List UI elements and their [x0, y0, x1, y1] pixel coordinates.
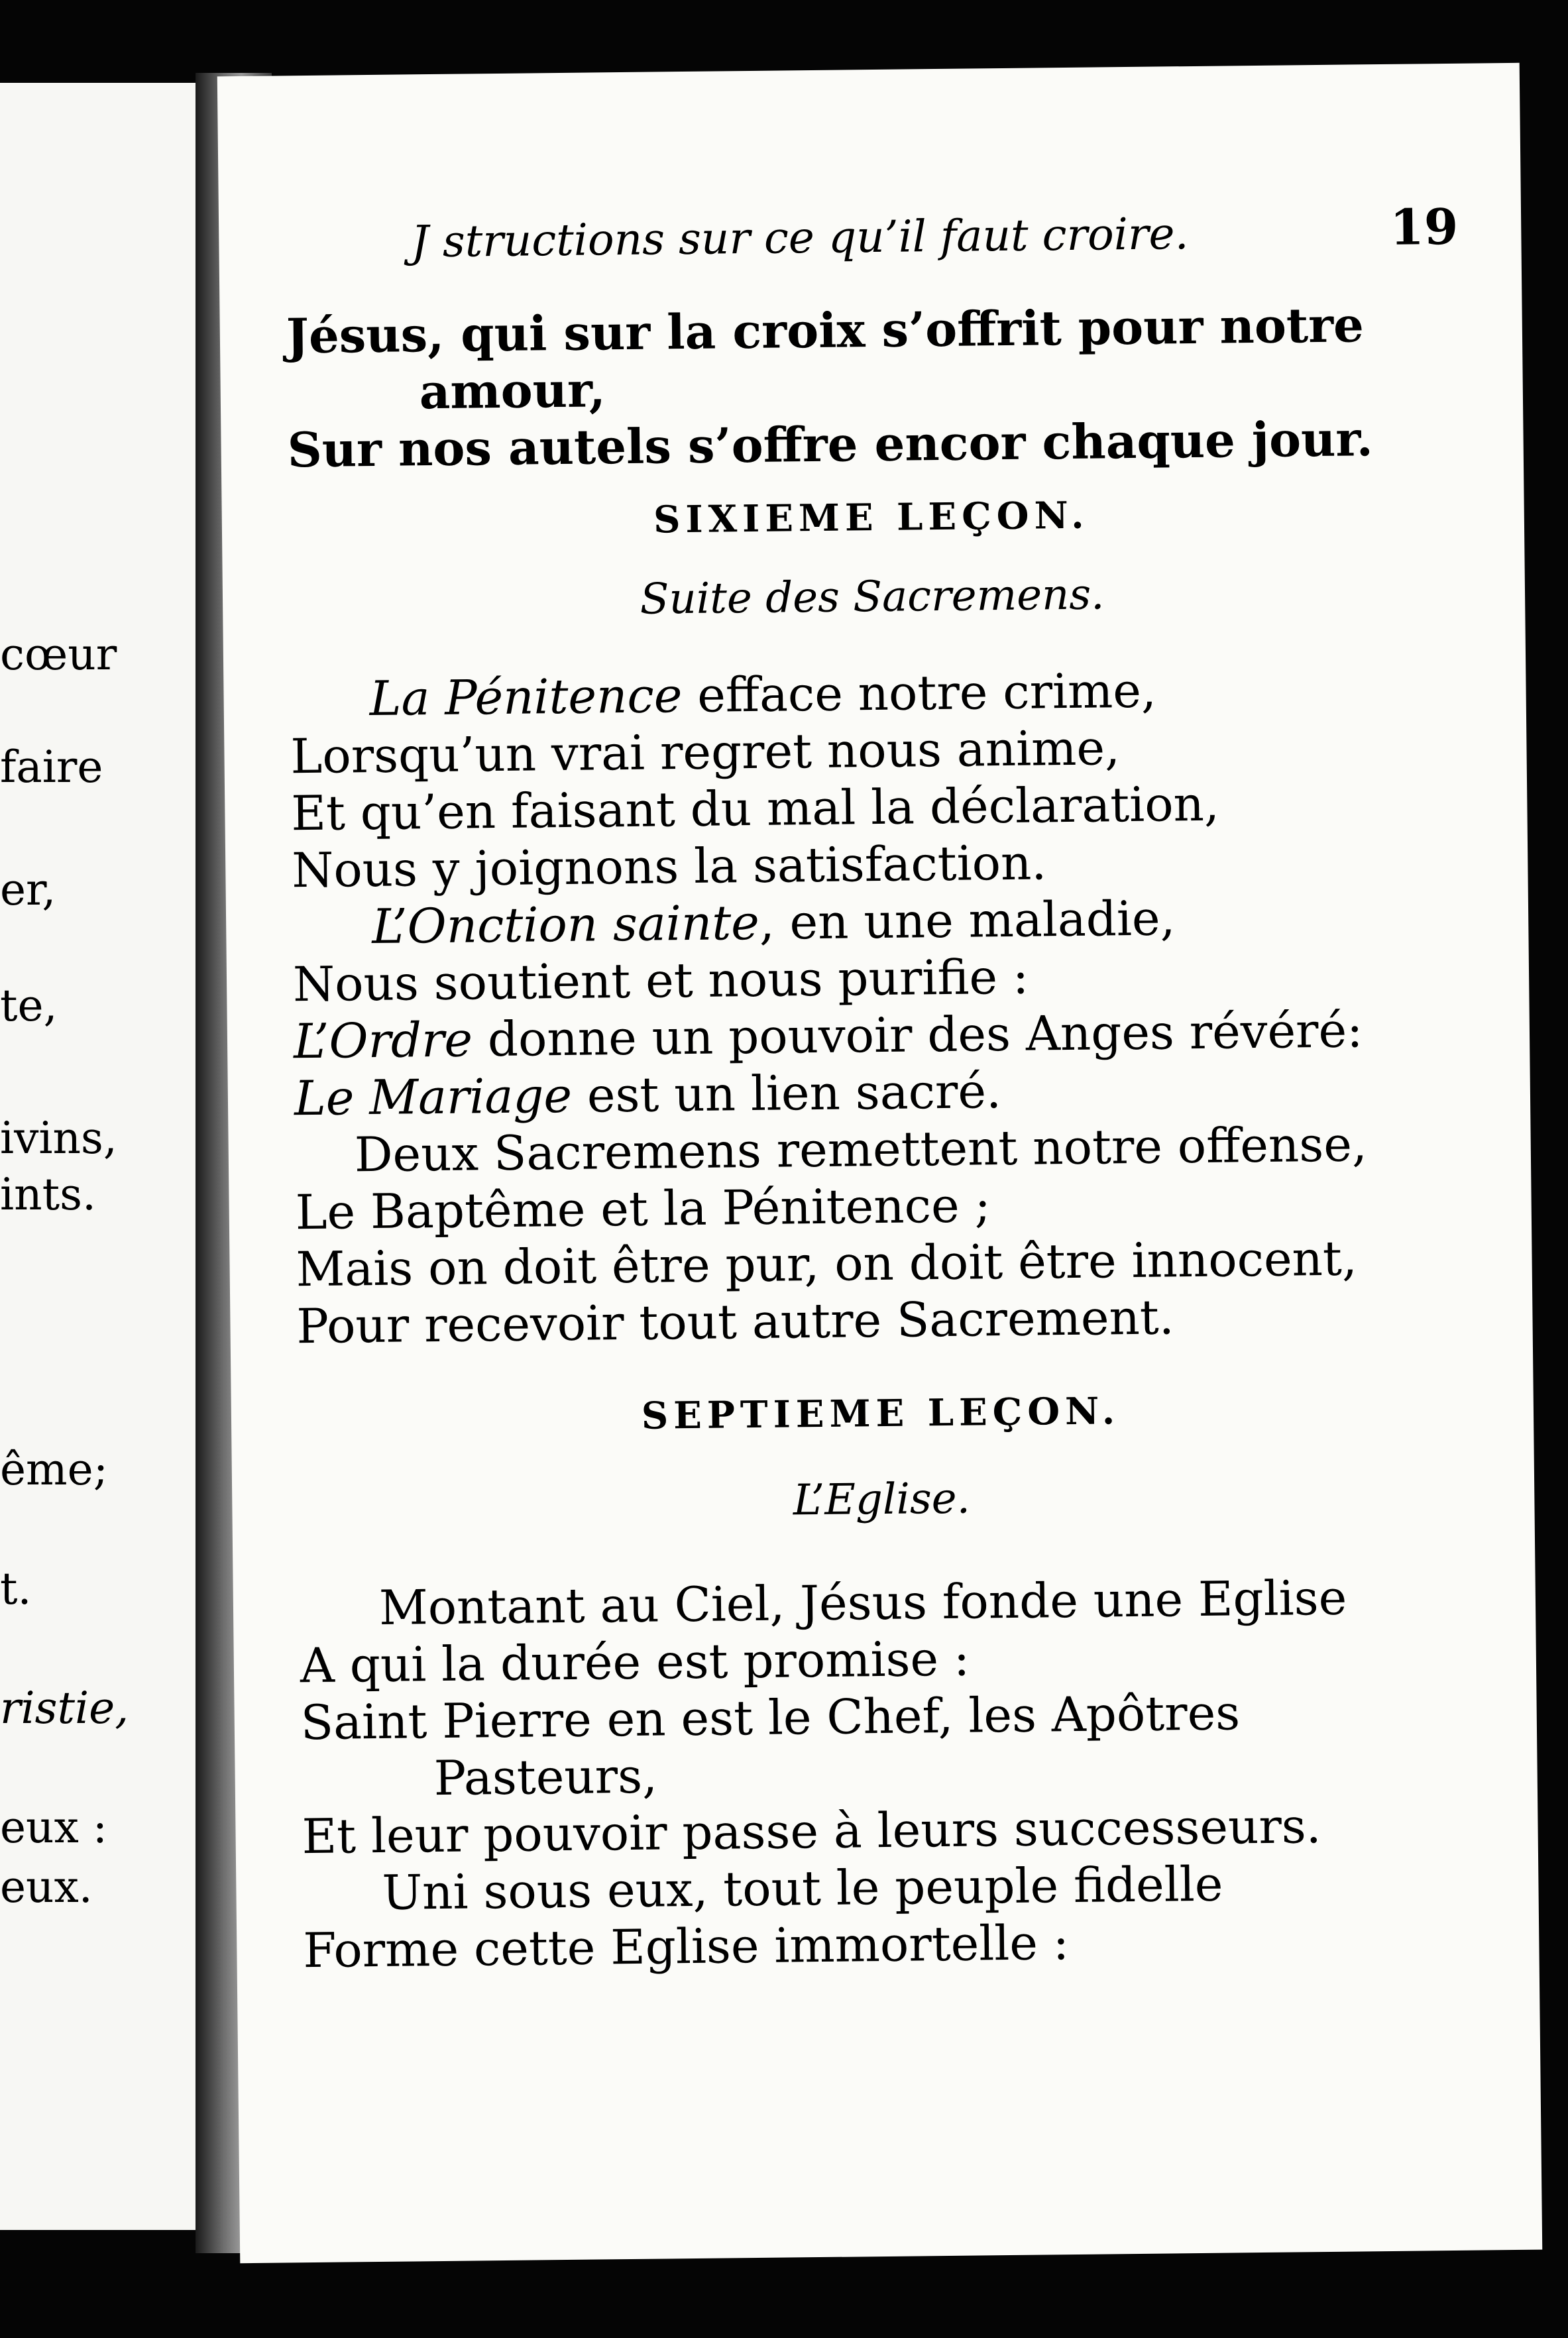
left-fragment: te,: [0, 980, 58, 1031]
verse-text: , en une maladie,: [759, 890, 1176, 950]
book-page: [217, 63, 1542, 2263]
verse-line: Nous y joignons la satisfaction.: [291, 834, 1047, 899]
verse-line: Jésus, qui sur la croix s’offrit pour notre: [286, 296, 1365, 364]
left-fragment: faire: [0, 742, 103, 793]
verse-text: donne un pouvoir des Anges révéré:: [472, 1002, 1363, 1068]
verse-line: Forme cette Eglise immortelle :: [302, 1915, 1070, 1979]
left-fragment: er,: [0, 864, 56, 915]
verse-line: A qui la durée est promise :: [300, 1630, 970, 1694]
verse-line: Sur nos autels s’offre encor chaque jour.: [287, 410, 1374, 478]
running-head: [411, 198, 1459, 280]
verse-line: Lorsqu’un vrai regret nous anime,: [290, 720, 1121, 785]
left-fragment: t.: [0, 1563, 32, 1614]
verse-line: Mais on doit être pur, on doit être innocent,: [296, 1230, 1358, 1298]
verse-text: efface notre crime,: [681, 662, 1157, 724]
verse-line: Le Baptême et la Pénitence ;: [295, 1177, 991, 1241]
verse-line: amour,: [419, 361, 606, 420]
lesson-heading: SIXIEME LEÇON.: [653, 493, 1090, 542]
page-number: 19: [1389, 198, 1459, 256]
running-title: J structions sur ce qu’il faut croire.: [411, 208, 1189, 268]
verse-line: Pour recevoir tout autre Sacrement.: [296, 1289, 1175, 1355]
verse-line: Deux Sacremens remettent notre offense,: [354, 1116, 1368, 1183]
verse-line: Pasteurs,: [433, 1748, 658, 1807]
left-facing-page: [0, 83, 199, 2230]
verse-line: Montant au Ciel, Jésus fonde une Eglise: [378, 1569, 1347, 1636]
left-fragment: ints.: [0, 1169, 96, 1220]
lesson-subheading: L’Eglise.: [793, 1474, 971, 1526]
lesson-subheading: Suite des Sacremens.: [640, 570, 1105, 624]
verse-line: Et leur pouvoir passe à leurs successeurs.: [302, 1798, 1322, 1865]
left-fragment: ême;: [0, 1444, 108, 1495]
verse-line: Uni sous eux, tout le peuple fidelle: [382, 1856, 1223, 1920]
left-fragment: ivins,: [0, 1113, 117, 1164]
verse-line: [294, 1001, 1461, 1070]
left-fragment: ristie,: [0, 1683, 129, 1734]
verse-line: Et qu’en faisant du mal la déclaration,: [290, 775, 1220, 842]
verse-emphasis: Le Mariage: [294, 1067, 573, 1127]
verse-emphasis: La Pénitence: [369, 667, 683, 727]
verse-text: est un lien sacré.: [571, 1063, 1002, 1123]
left-fragment: eux :: [0, 1802, 108, 1853]
lesson-heading: SEPTIEME LEÇON.: [641, 1389, 1121, 1438]
verse-emphasis: L’Onction sainte: [371, 894, 760, 955]
left-fragment: eux.: [0, 1862, 93, 1913]
page-body: [286, 296, 1469, 1979]
left-fragment: cœur: [0, 629, 117, 680]
verse-line: Nous soutient et nous purifie :: [292, 948, 1029, 1013]
verse-line: Saint Pierre en est le Chef, les Apôtres: [300, 1685, 1241, 1751]
verse-emphasis: L’Ordre: [293, 1011, 473, 1070]
